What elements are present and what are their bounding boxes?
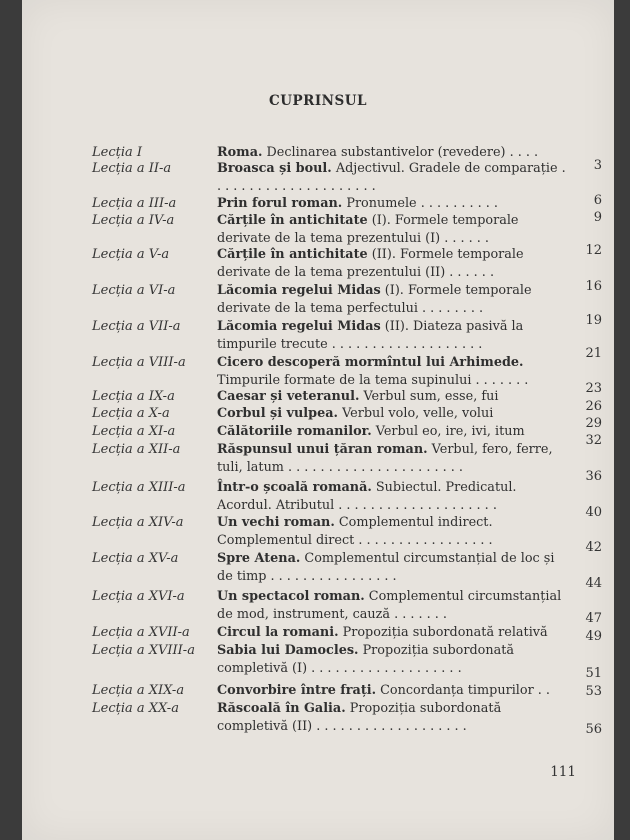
page-number: 32 — [585, 433, 602, 448]
lesson-label: Lecția a XIX-a — [92, 683, 185, 698]
page-number: 56 — [585, 722, 602, 737]
lesson-entry — [217, 246, 572, 281]
lesson-topic: Complementul indirect. Complementul direct . . . . . . . . . . . . . . . . . — [217, 515, 493, 548]
lesson-entry — [217, 624, 572, 642]
lesson-entry — [217, 642, 572, 677]
lesson-topic: (I). Formele temporale derivate de la tema prezentului (I) . . . . . . — [217, 213, 519, 246]
lesson-title: Un spectacol roman. — [217, 589, 365, 604]
page-number: 47 — [585, 611, 602, 626]
lesson-topic: Subiectul. Predicatul. Acordul. Atributul . . . . . . . . . . . . . . . . . . . . — [217, 480, 517, 513]
lesson-label: Lecția a XVIII-a — [92, 643, 195, 658]
lesson-label: Lecția a XIII-a — [92, 480, 186, 495]
lesson-label: Lecția a XVI-a — [92, 589, 185, 604]
lesson-entry — [217, 700, 572, 735]
lesson-topic: Complementul circumstanțial de loc și de timp . . . . . . . . . . . . . . . . — [217, 551, 555, 584]
lesson-label: Lecția a V-a — [92, 247, 170, 262]
lesson-topic: Timpurile formate de la tema supinului . . . . . . . — [217, 372, 529, 388]
lesson-topic: Verbul volo, velle, volui — [338, 406, 494, 421]
lesson-title: Călătoriile romanilor. — [217, 424, 372, 439]
lesson-title: Corbul și vulpea. — [217, 406, 338, 421]
lesson-topic: Verbul sum, esse, fui — [359, 389, 499, 404]
lesson-topic: (I). Formele temporale derivate de la tema perfectului . . . . . . . . — [217, 283, 532, 316]
lesson-topic: Propoziția subordonată completivă (II) . . . . . . . . . . . . . . . . . . . — [217, 701, 502, 734]
lesson-topic: Propoziția subordonată completivă (I) . . . . . . . . . . . . . . . . . . . — [217, 643, 515, 676]
lesson-topic: Declinarea substantivelor (revedere) . . . . — [262, 145, 539, 160]
lesson-label: Lecția a XVII-a — [92, 625, 190, 640]
lesson-title: Roma. — [217, 145, 263, 160]
lesson-title: Lăcomia regelui Midas — [217, 319, 381, 334]
lesson-topic: Concordanța timpurilor . . — [376, 683, 550, 698]
lesson-title: Circul la romani. — [217, 625, 339, 640]
lesson-topic: (II). Formele temporale derivate de la tema prezentului (II) . . . . . . — [217, 247, 524, 280]
page-number: 19 — [585, 313, 602, 328]
lesson-topic: Complementul circumstanțial de mod, instrument, cauză . . . . . . . — [217, 589, 562, 622]
lesson-entry — [217, 550, 572, 585]
lesson-title: Convorbire între frați. — [217, 683, 377, 698]
page-number: 23 — [585, 381, 602, 396]
lesson-title: Prin forul roman. — [217, 196, 343, 211]
lesson-topic: Pronumele . . . . . . . . . . — [342, 196, 498, 211]
page-number: 51 — [585, 666, 602, 681]
lesson-entry — [217, 212, 572, 247]
lesson-title: Într-o școală romană. — [217, 480, 372, 495]
lesson-title: Cărțile în antichitate — [217, 213, 368, 228]
lesson-title: Sabia lui Damocles. — [217, 643, 359, 658]
lesson-label: Lecția a X-a — [92, 406, 170, 421]
page-number: 53 — [585, 684, 602, 699]
page-title: CUPRINSUL — [268, 93, 368, 109]
page-number: 49 — [585, 629, 602, 644]
page-number: 29 — [585, 416, 602, 431]
page-number: 6 — [593, 193, 602, 208]
lesson-topic: Adjectivul. Gradele de comparație . . . . . . . . . . . . . . . . . . . . . — [217, 161, 566, 194]
lesson-entry — [217, 405, 572, 423]
lesson-label: Lecția a XI-a — [92, 424, 176, 439]
lesson-label: Lecția a IV-a — [92, 213, 175, 228]
book-page — [22, 0, 614, 840]
page-number: 16 — [585, 279, 602, 294]
lesson-topic: (II). Diateza pasivă la timpurile trecute . . . . . . . . . . . . . . . . . . . — [217, 319, 524, 352]
lesson-title: Cicero descoperă mormîntul lui Arhimede. — [217, 355, 524, 370]
lesson-entry — [217, 282, 572, 317]
page-number: 40 — [585, 505, 602, 520]
lesson-label: Lecția a XII-a — [92, 442, 181, 457]
page-number: 3 — [593, 158, 602, 173]
page-number: 21 — [585, 346, 602, 361]
page-number: 44 — [585, 576, 602, 591]
lesson-entry — [217, 514, 572, 549]
lesson-title: Caesar și veteranul. — [217, 389, 360, 404]
lesson-entry — [217, 588, 572, 623]
lesson-title: Răspunsul unui țăran roman. — [217, 442, 428, 457]
page-number: 26 — [585, 399, 602, 414]
lesson-label: Lecția a XX-a — [92, 701, 179, 716]
page-number: 9 — [593, 210, 602, 225]
lesson-entry — [217, 318, 572, 353]
lesson-entry — [217, 441, 572, 476]
lesson-title: Spre Atena. — [217, 551, 301, 566]
lesson-entry — [217, 479, 572, 514]
lesson-entry — [217, 354, 572, 389]
lesson-label: Lecția a VIII-a — [92, 355, 186, 370]
lesson-title: Un vechi roman. — [217, 515, 335, 530]
lesson-entry — [217, 195, 572, 213]
lesson-title: Broasca și boul. — [217, 161, 332, 176]
lesson-topic: Propoziția subordonată relativă — [338, 625, 548, 640]
page-number: 36 — [585, 469, 602, 484]
lesson-label: Lecția a VI-a — [92, 283, 176, 298]
lesson-label: Lecția I — [92, 145, 143, 160]
folio-page-number: 111 — [550, 764, 576, 780]
lesson-label: Lecția a XIV-a — [92, 515, 184, 530]
lesson-title: Cărțile în antichitate — [217, 247, 368, 262]
lesson-topic: Verbul eo, ire, ivi, itum — [371, 424, 525, 439]
page-number: 42 — [585, 540, 602, 555]
lesson-label: Lecția a III-a — [92, 196, 177, 211]
lesson-label: Lecția a XV-a — [92, 551, 179, 566]
lesson-title: Lăcomia regelui Midas — [217, 283, 381, 298]
lesson-label: Lecția a VII-a — [92, 319, 181, 334]
lesson-entry — [217, 144, 572, 162]
lesson-label: Lecția a IX-a — [92, 389, 175, 404]
lesson-label: Lecția a II-a — [92, 161, 172, 176]
lesson-entry — [217, 423, 572, 441]
page-number: 12 — [585, 243, 602, 258]
lesson-title: Răscoală în Galia. — [217, 701, 346, 716]
lesson-topic: Verbul, fero, ferre, tuli, latum . . . . . . . . . . . . . . . . . . . . . . — [217, 442, 553, 475]
lesson-entry — [217, 388, 572, 406]
lesson-entry — [217, 682, 572, 700]
lesson-entry — [217, 160, 572, 195]
